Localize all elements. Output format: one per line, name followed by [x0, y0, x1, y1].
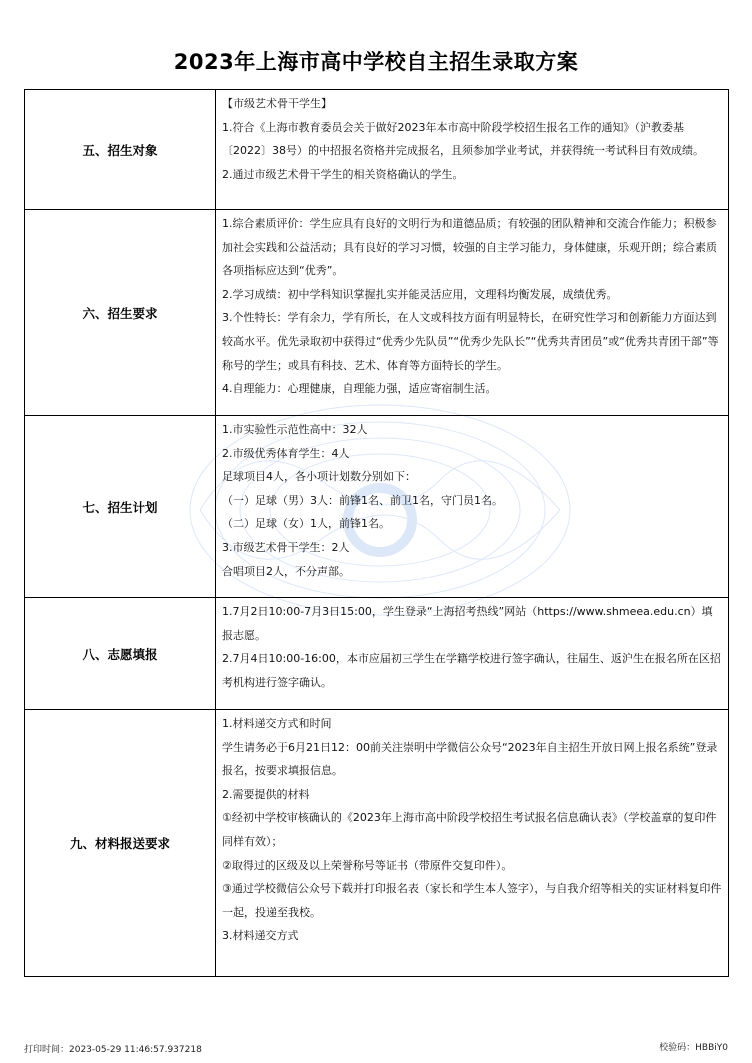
section-row-recruitment-plan	[25, 416, 729, 598]
content-line: 3.材料递交方式	[222, 929, 299, 943]
content-line: 2.市级优秀体育学生：4人	[222, 446, 350, 460]
section-row-application-filling	[25, 598, 729, 710]
content-line: ②取得过的区级及以上荣誉称号等证书（带原件交复印件）。	[222, 858, 513, 872]
section-content	[216, 710, 729, 977]
content-line: 2.需要提供的材料	[222, 787, 310, 801]
content-line: 1.市实验性示范性高中：32人	[222, 423, 368, 436]
content-line: （一）足球（男）3人：前锋1名、前卫1名，守门员1名。	[222, 493, 503, 507]
content-line: （二）足球（女）1人，前锋1名。	[222, 517, 390, 531]
section-row-material-submission	[25, 710, 729, 977]
content-line: 1.综合素质评价：学生应具有良好的文明行为和道德品质；有较强的团队精神和交流合作能力；积极参加社会实践和公益活动；具有良好的学习习惯，较强的自主学习能力，身体健康，乐观开朗；综合素质各项指标应达到“优秀”。	[222, 217, 717, 278]
section-label: 六、招生要求	[25, 210, 216, 416]
content-line: 2.通过市级艺术骨干学生的相关资格确认的学生。	[222, 167, 464, 181]
content-line: 3.个性特长：学有余力，学有所长，在人文或科技方面有明显特长，在研究性学习和创新能力方面达到较高水平。优先录取初中获得过“优秀少先队员”“优秀少先队长”“优秀共青团员”或“优秀共青团干部”等称号的学生；或具有科技、艺术、体育等方面特长的学生。	[222, 311, 719, 372]
section-content	[216, 210, 729, 416]
section-label: 九、材料报送要求	[25, 710, 216, 977]
section-label: 八、志愿填报	[25, 598, 216, 710]
section-label: 七、招生计划	[25, 416, 216, 598]
content-line: 足球项目4人，各小项计划数分别如下：	[222, 470, 416, 484]
content-line: ①经初中学校审核确认的《2023年上海市高中阶段学校招生考试报名信息确认表》（学校盖章的复印件同样有效）；	[222, 811, 717, 848]
page-title: 2023年上海市高中学校自主招生录取方案	[173, 50, 579, 74]
content-line: 1.符合《上海市教育委员会关于做好2023年本市高中阶段学校招生报名工作的通知》（沪教委基〔2022〕38号）的中招报名资格并完成报名，且须参加学业考试，并获得统一考试科目有效成绩。	[222, 120, 704, 158]
content-line: 4.自理能力：心理健康，自理能力强，适应寄宿制生活。	[222, 382, 497, 396]
section-row-recruitment-requirements	[25, 210, 729, 416]
check-code: 校验码：HBBiY0	[659, 1043, 728, 1053]
content-line: 2.7月4日10:00-16:00，本市应届初三学生在学籍学校进行签字确认，往届生、返沪生在报名所在区招考机构进行签字确认。	[222, 652, 721, 689]
section-label: 五、招生对象	[25, 90, 216, 210]
content-line: 3.市级艺术骨干学生：2人	[222, 540, 350, 554]
content-line: 【市级艺术骨干学生】	[222, 97, 332, 110]
content-line: 合唱项目2人，不分声部。	[222, 564, 350, 578]
section-row-recruitment-target	[25, 90, 729, 210]
content-line: 2.学习成绩：初中学科知识掌握扎实并能灵活应用，文理科均衡发展，成绩优秀。	[222, 287, 618, 301]
section-content	[216, 598, 729, 710]
content-line: 学生请务必于6月21日12：00前关注崇明中学微信公众号“2023年自主招生开放日网上报名系统”登录报名，按要求填报信息。	[222, 740, 718, 778]
section-content	[216, 416, 729, 598]
content-line: ③通过学校微信公众号下载并打印报名表（家长和学生本人签字），与自我介绍等相关的实证材料复印件一起，投递至我校。	[222, 882, 722, 919]
print-time: 打印时间：2023-05-29 11:46:57.937218	[24, 1045, 202, 1055]
section-content	[216, 90, 729, 210]
content-line: 1.7月2日10:00-7月3日15:00，学生登录“上海招考热线”网站（https://www.shmeea.edu.cn）填报志愿。	[222, 605, 713, 642]
content-line: 1.材料递交方式和时间	[222, 717, 332, 730]
admission-plan-table	[24, 89, 729, 977]
